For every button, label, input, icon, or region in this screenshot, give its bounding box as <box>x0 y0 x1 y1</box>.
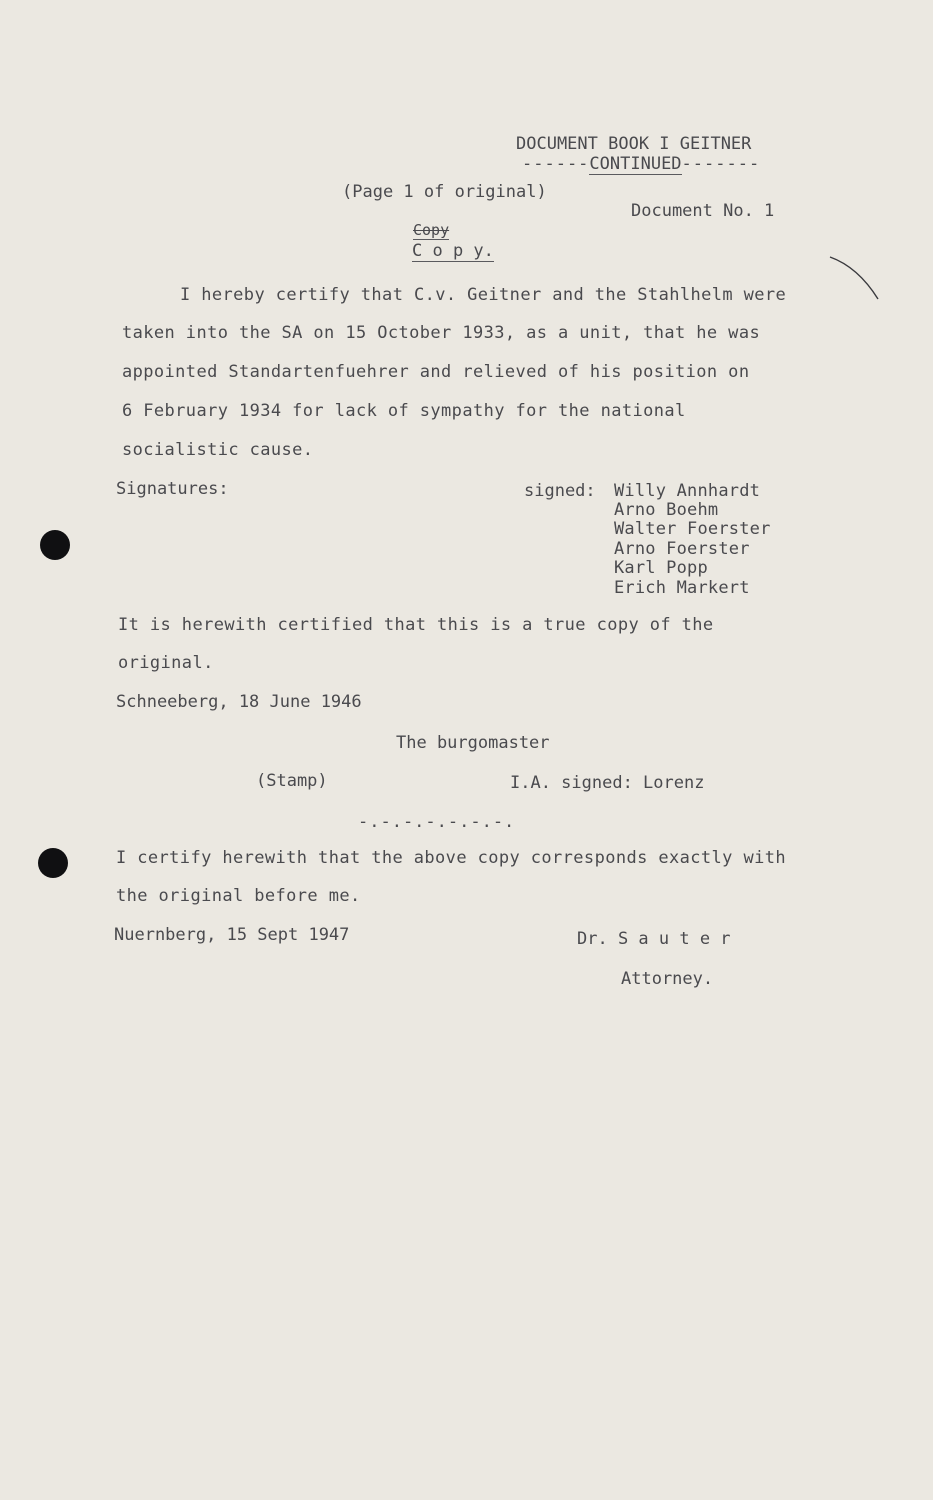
signatory-name-6: Erich Markert <box>614 578 750 598</box>
signatory-name-1: Willy Annhardt <box>614 481 761 501</box>
burgomaster-title: The burgomaster <box>396 733 550 753</box>
margin-slash-mark <box>828 255 888 305</box>
punch-hole-bottom <box>38 848 68 878</box>
certification-line-1: It is herewith certified that this is a true copy of the <box>118 615 714 635</box>
certificate-line-5: socialistic cause. <box>122 440 314 460</box>
certificate-line-3: appointed Standartenfuehrer and relieved of his position on <box>122 362 750 382</box>
punch-hole-top <box>40 530 70 560</box>
page-reference: (Page 1 of original) <box>342 182 547 202</box>
signatory-name-2: Arno Boehm <box>614 500 719 520</box>
signatory-name-3: Walter Foerster <box>614 519 771 539</box>
continued-label: ------CONTINUED------- <box>522 154 761 174</box>
certification-line-2: original. <box>118 653 214 673</box>
signatory-name-4: Arno Foerster <box>614 539 750 559</box>
attestation-line-2: the original before me. <box>116 886 361 906</box>
signatures-label: Signatures: <box>116 479 229 499</box>
burgomaster-signature: I.A. signed: Lorenz <box>510 773 705 793</box>
copy-crossed-out: Copy <box>413 221 450 239</box>
certification-place-date: Schneeberg, 18 June 1946 <box>116 692 362 712</box>
certificate-line-1: I hereby certify that C.v. Geitner and the Stahlhelm were <box>180 285 787 305</box>
certificate-line-4: 6 February 1934 for lack of sympathy for the national <box>122 401 686 421</box>
stamp-note: (Stamp) <box>256 771 328 791</box>
attestation-place-date: Nuernberg, 15 Sept 1947 <box>114 925 350 945</box>
section-separator: -.-.-.-.-.-.-. <box>358 812 516 832</box>
attorney-title: Attorney. <box>621 969 714 989</box>
document-number: Document No. 1 <box>631 201 775 221</box>
signatory-name-5: Karl Popp <box>614 558 708 578</box>
certificate-line-2: taken into the SA on 15 October 1933, as a unit, that he was <box>122 323 761 343</box>
copy-heading: C o p y. <box>412 241 494 261</box>
document-book-title: DOCUMENT BOOK I GEITNER <box>516 134 752 154</box>
attestation-line-1: I certify herewith that the above copy corresponds exactly with <box>116 848 786 868</box>
signed-prefix: signed: <box>524 481 596 501</box>
attorney-name: Dr. S a u t e r <box>577 929 731 949</box>
